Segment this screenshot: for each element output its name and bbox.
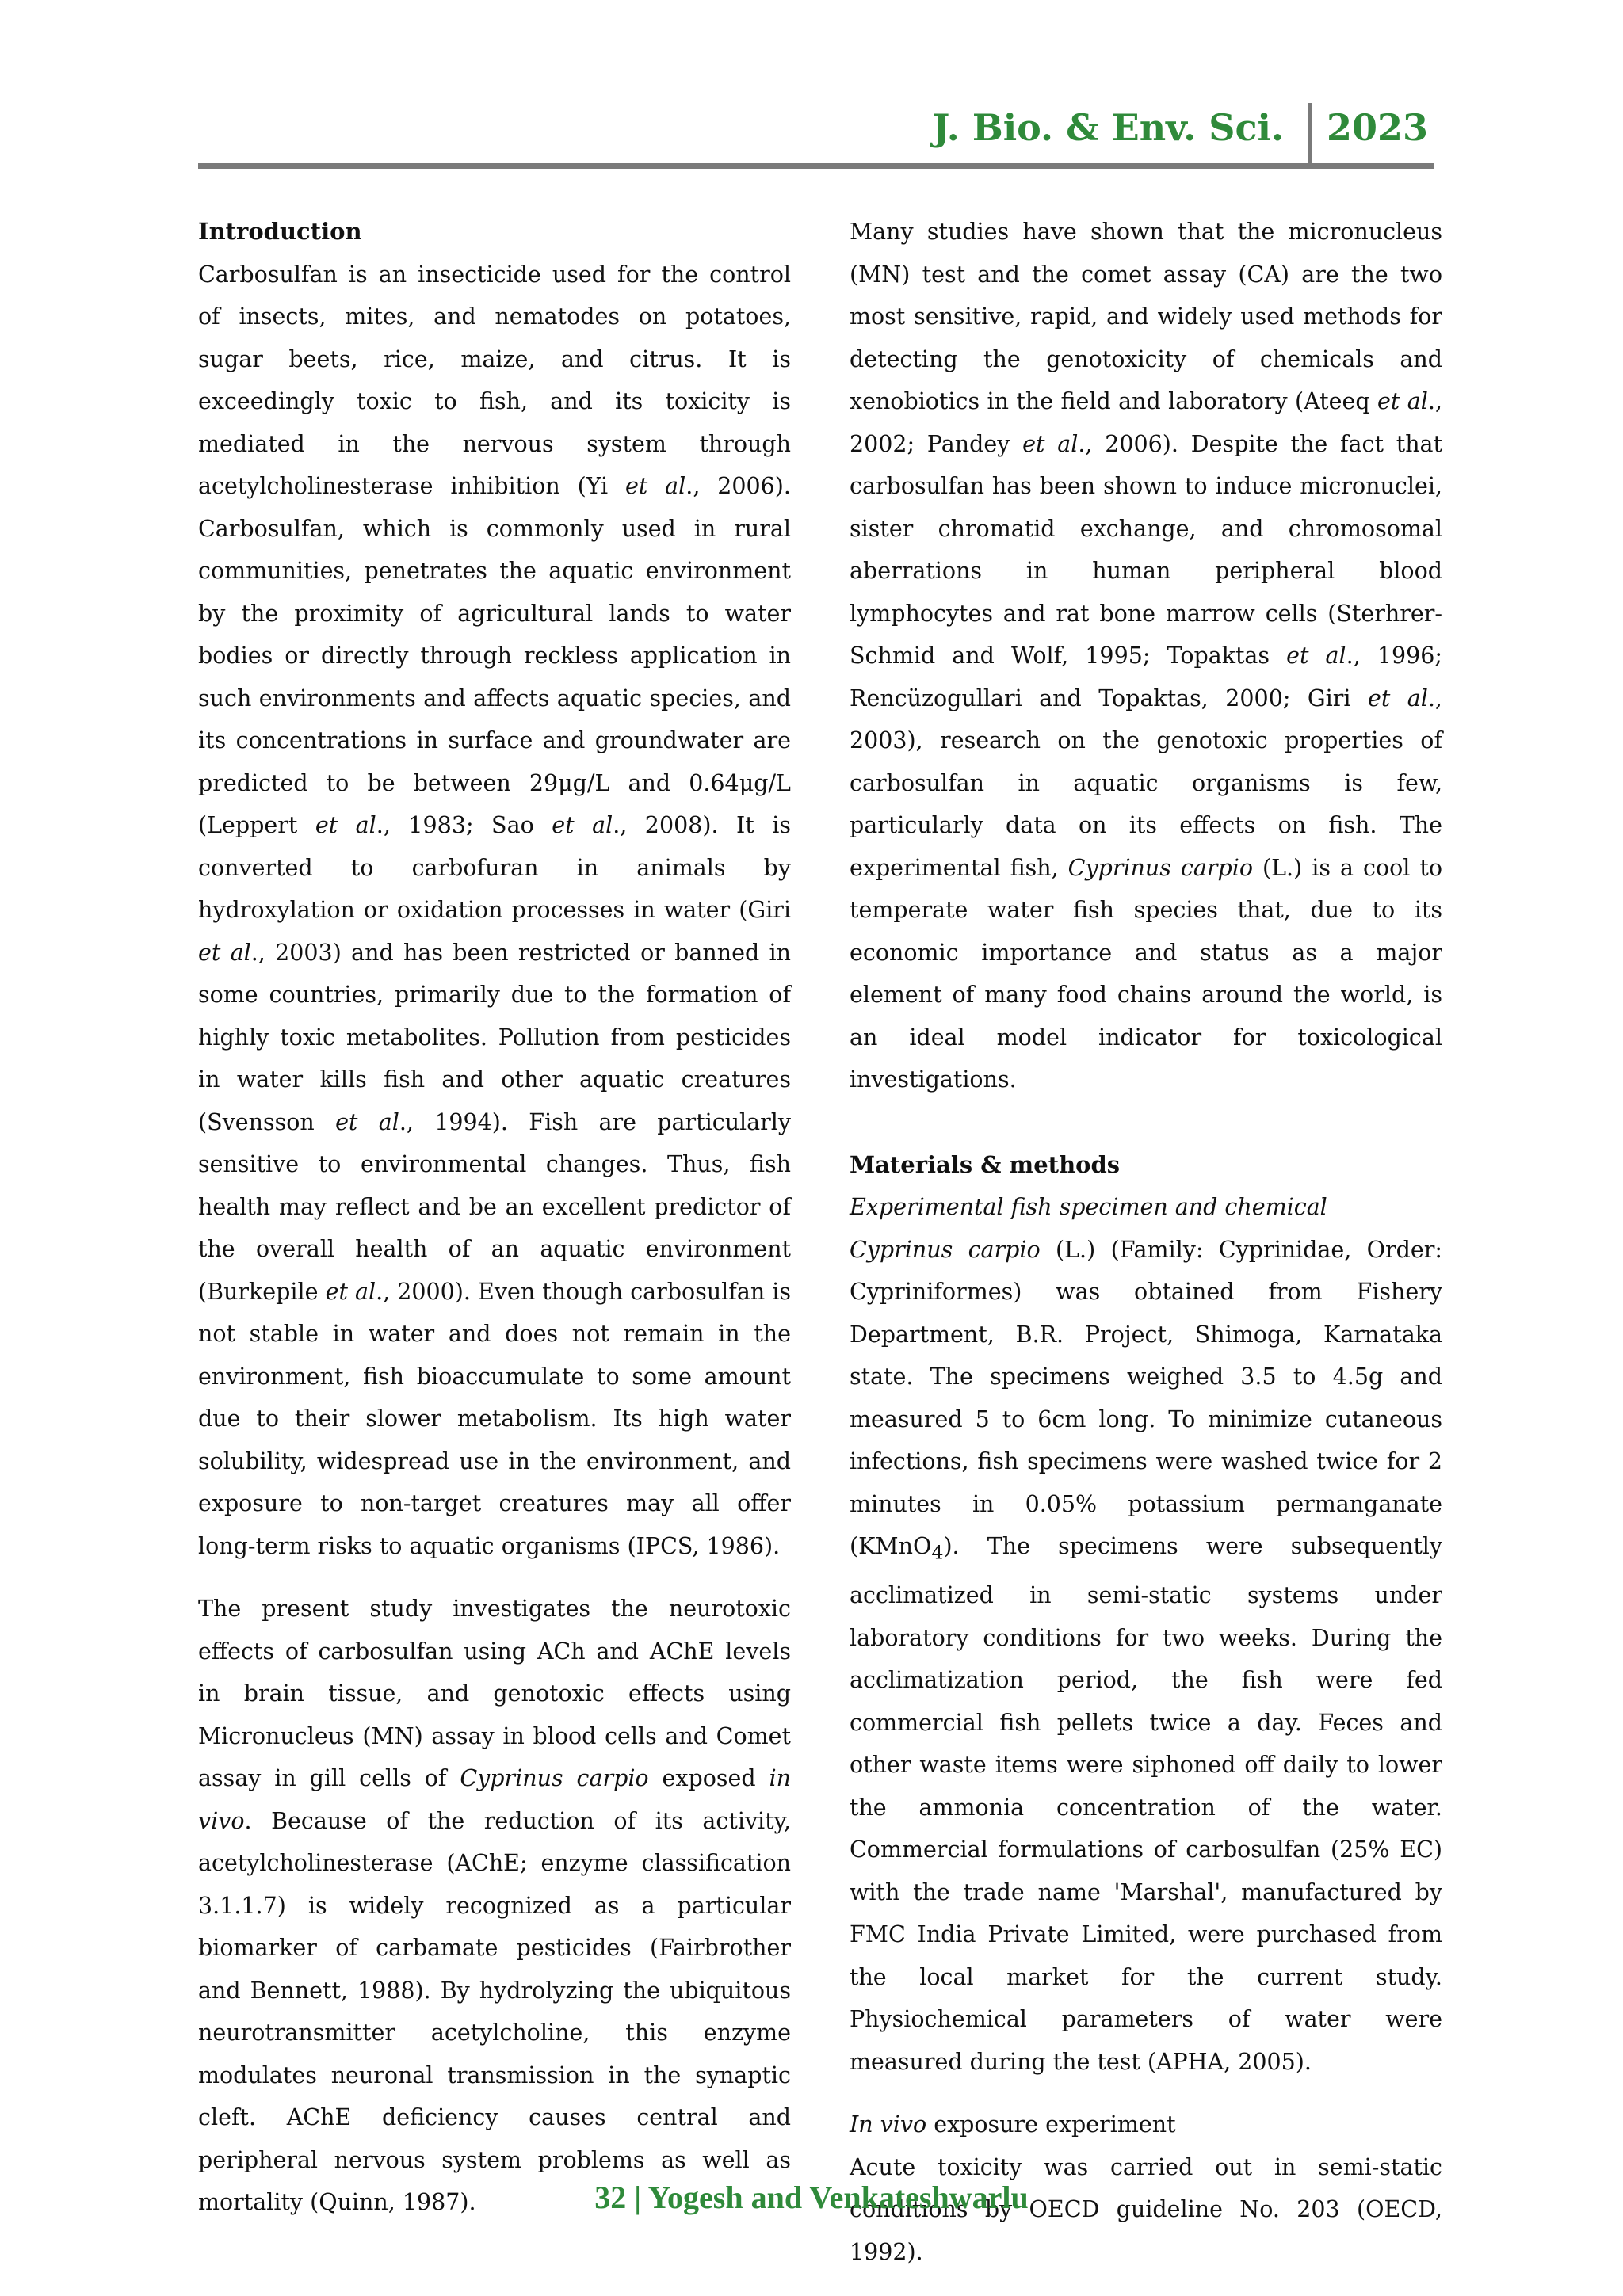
left-column [198, 211, 791, 2224]
running-header [198, 103, 1434, 168]
subsection-heading: In vivo exposure experiment [850, 2111, 1176, 2138]
section-heading-methods: Materials & methods [850, 1150, 1121, 1178]
journal-name: J. Bio. & Env. Sci. [932, 106, 1284, 149]
subsection-heading: Experimental fish specimen and chemical [850, 1194, 1327, 1220]
right-column [850, 211, 1442, 2273]
journal-year: 2023 [1327, 106, 1429, 149]
header-rule [198, 163, 1434, 169]
section-heading-introduction: Introduction [198, 218, 362, 245]
body-paragraph: The present study investigates the neurotoxic effects of carbosulfan using ACh and AChE levels in brain tissue, and genotoxic effects using Micronucleus (MN) assay in blood cells and Comet assay in gill cells of Cyprinus carpio exposed in vivo. Because of the reduction of its activity, acetylcholinesterase (AChE; enzyme classification 3.1.1.7) is widely recognized as a particular biomarker of carbamate pesticides (Fairbrother and Bennett, 1988). By hydrolyzing the ubiquitous neurotransmitter acetylcholine, this enzyme modulates neuronal transmission in the synaptic cleft. AChE deficiency causes central and peripheral nervous system problems as well as mortality (Quinn, 1987). [198, 1596, 791, 2215]
page-footer: 32 | Yogesh and Venkateshwarlu [594, 2180, 1029, 2215]
body-paragraph: Acute toxicity was carried out in semi-static conditions by OECD guideline No. 203 (OECD, 1992). [850, 2153, 1442, 2265]
body-paragraph: Many studies have shown that the micronucleus (MN) test and the comet assay (CA) are the two most sensitive, rapid, and widely used methods for detecting the genotoxicity of chemicals and xenobiotics in the field and laboratory (Ateeq et al., 2002; Pandey et al., 2006). Despite the fact that carbosulfan has been shown to induce micronuclei, sister chromatid exchange, and chromosomal aberrations in human peripheral blood lymphocytes and rat bone marrow cells (Sterhrer-Schmid and Wolf, 1995; Topaktas et al., 1996; Rencüzogullari and Topaktas, 2000; Giri et al., 2003), research on the genotoxic properties of carbosulfan in aquatic organisms is few, particularly data on its effects on fish. The experimental fish, Cyprinus carpio (L.) is a cool to temperate water fish species that, due to its economic importance and status as a major element of many food chains around the world, is an ideal model indicator for toxicological investigations. [850, 219, 1442, 1093]
body-paragraph: Cyprinus carpio (L.) (Family: Cyprinidae, Order: Cypriniformes) was obtained from Fishery Department, B.R. Project, Shimoga, Karnataka state. The specimens weighed 3.5 to 4.5g and measured 5 to 6cm long. To minimize cutaneous infections, fish specimens were washed twice for 2 minutes in 0.05% potassium permanganate (KMnO$_4$). The specimens were subsequently acclimatized in semi-static systems under laboratory conditions for two weeks. During the acclimatization period, the fish were fed commercial fish pellets twice a day. Feces and other waste items were siphoned off daily to lower the ammonia concentration of the water. Commercial formulations of carbosulfan (25% EC) with the trade name 'Marshal', manufactured by FMC India Private Limited, were purchased from the local market for the current study. Physiochemical parameters of water were measured during the test (APHA, 2005). [850, 1236, 1442, 2075]
body-paragraph: Carbosulfan is an insecticide used for the control of insects, mites, and nematodes on potatoes, sugar beets, rice, maize, and citrus. It is exceedingly toxic to fish, and its toxicity is mediated in the nervous system through acetylcholinesterase inhibition (Yi et al., 2006). Carbosulfan, which is commonly used in rural communities, penetrates the aquatic environment by the proximity of agricultural lands to water bodies or directly through reckless application in such environments and affects aquatic species, and its concentrations in surface and groundwater are predicted to be between 29μg/L and 0.64μg/L (Leppert et al., 1983; Sao et al., 2008). It is converted to carbofuran in animals by hydroxylation or oxidation processes in water (Giri et al., 2003) and has been restricted or banned in some countries, primarily due to the formation of highly toxic metabolites. Pollution from pesticides in water kills fish and other aquatic creatures (Svensson et al., 1994). Fish are particularly sensitive to environmental changes. Thus, fish health may reflect and be an excellent predictor of the overall health of an aquatic environment (Burkepile et al., 2000). Even though carbosulfan is not stable in water and does not remain in the environment, fish bioaccumulate to some amount due to their slower metabolism. Its high water solubility, widespread use in the environment, and exposure to non-target creatures may all offer long-term risks to aquatic organisms (IPCS, 1986). [198, 261, 791, 1559]
header-divider [1308, 103, 1312, 165]
